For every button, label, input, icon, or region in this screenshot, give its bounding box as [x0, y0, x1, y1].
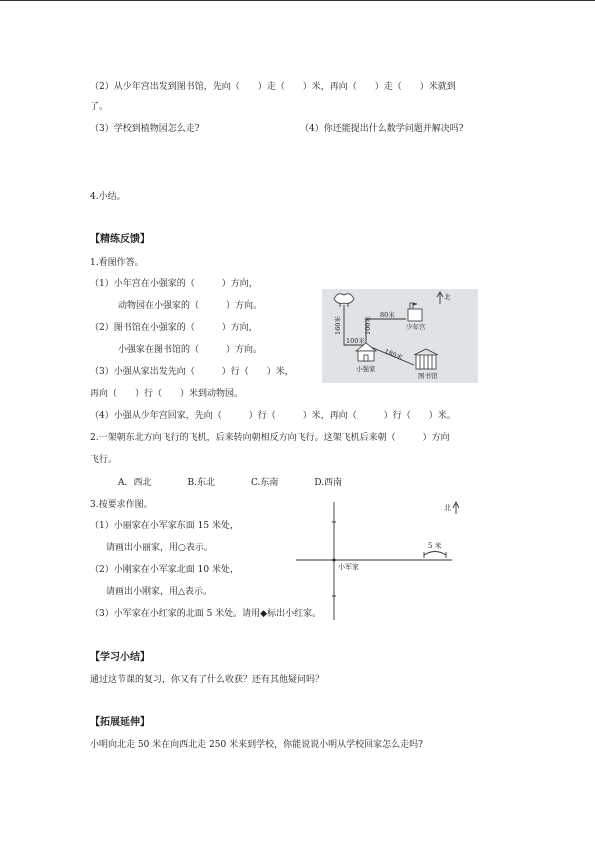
- question-2-line-2: 了。: [90, 102, 109, 112]
- problem-1-2a: （2）图书馆在小强家的（ ）方向，: [90, 323, 258, 333]
- question-2-line-1: （2）从少年宫出发到图书馆，先向（ ）走（ ）米，再向（ ）走（ ）米就到: [90, 82, 456, 92]
- summary-text: 通过这节课的复习，你又有了什么收获？还有其他疑问吗？: [90, 675, 325, 685]
- route-map-figure: [322, 289, 478, 383]
- section-heading-summary: 【学习小结】: [90, 652, 150, 663]
- problem-3-2a: （2）小刚家在小军家北面 10 米处，: [90, 565, 239, 575]
- map-label-library: 图书馆: [418, 372, 438, 380]
- section-heading-extension: 【拓展延伸】: [90, 717, 150, 728]
- problem-1-1a: （1）小年宫在小强家的（ ）方向，: [90, 279, 258, 289]
- axis-figure: [292, 496, 472, 624]
- extension-text: 小明向北走 50 米在向西北走 250 米来到学校，你能说说小明从学校回家怎么走吗?: [90, 740, 423, 750]
- map-north-label: 北: [444, 293, 451, 301]
- problem-2: 2.一架朝东北方向飞行的飞机，后来转向朝相反方向飞行。这架飞机后来朝（ ）方向: [90, 433, 450, 443]
- map-distance-180: 180米: [383, 347, 404, 362]
- problem-3-title: 3.按要求作图。: [90, 500, 153, 510]
- origin-dot: [332, 558, 335, 561]
- map-label-youth-palace: 少年宫: [406, 323, 426, 331]
- problem-1-1b: 动物园在小强家的（ ）方向。: [118, 301, 263, 311]
- question-3: （3）学校到植物园怎么走?: [90, 124, 200, 134]
- summary-item: 4.小结。: [90, 192, 126, 202]
- map-distance-80: 80米: [380, 311, 395, 319]
- problem-1-3b: 再向（ ）行（ ）米到动物园。: [90, 389, 244, 399]
- axis-home-label: 小军家: [338, 563, 359, 571]
- axis-scale-label: 5 米: [428, 542, 442, 550]
- top-rule: [0, 0, 595, 1]
- map-distance-100-horizontal: 100米: [346, 337, 365, 345]
- problem-2-line-2: 飞行。: [90, 455, 118, 465]
- problem-3-1a: （1）小丽家在小军家东面 15 米处，: [90, 521, 239, 531]
- problem-3-3: （3）小军家在小红家的北面 5 米处。请用◆标出小红家。: [90, 609, 322, 619]
- problem-2-options: A．西北 B.东北 C.东南 D.西南: [118, 478, 343, 488]
- problem-3-1b: 请画出小丽家，用○表示。: [106, 543, 213, 553]
- question-4: （4）你还能提出什么数学问题并解决吗?: [300, 124, 464, 134]
- problem-1-4: （4）小强从少年宫回家，先向（ ）行（ ）米，再向（ ）行（ ）米。: [90, 411, 456, 421]
- map-distance-160: 160米: [334, 316, 342, 335]
- section-heading-practice: 【精练反馈】: [90, 234, 150, 245]
- axis-north-label: 北: [444, 504, 451, 512]
- problem-3-2b: 请画出小刚家，用△表示。: [106, 587, 212, 597]
- map-distance-100-vertical: 100米: [364, 316, 372, 335]
- map-label-home: 小强家: [356, 365, 376, 373]
- scale-bracket: [424, 552, 446, 559]
- problem-1-3a: （3）小强从家出发先向（ ）行（ ）米，: [90, 367, 294, 377]
- problem-1-2b: 小强家在图书馆的（ ）方向。: [118, 345, 263, 355]
- problem-1-title: 1.看图作答。: [90, 258, 144, 268]
